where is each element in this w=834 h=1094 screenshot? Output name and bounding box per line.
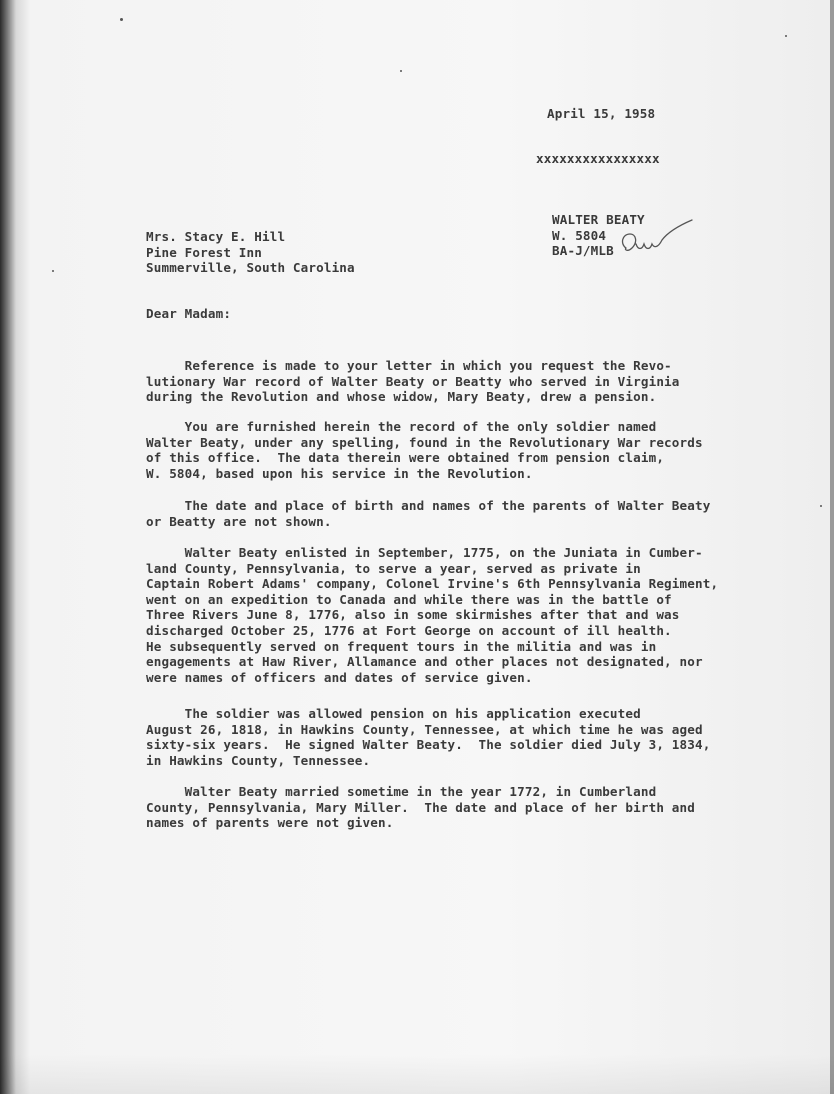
paragraph-marriage [146, 784, 695, 831]
paper-speck [400, 70, 402, 72]
paper-speck [52, 270, 54, 272]
body-line: You are furnished herein the record of the only soldier named [146, 419, 657, 434]
body-line: or Beatty are not shown. [146, 513, 332, 529]
body-line: Walter Beaty enlisted in September, 1775, on the Juniata in Cumber- [146, 545, 703, 560]
paragraph-birth [146, 498, 710, 529]
paper-speck [120, 18, 123, 21]
body-line: went on an expedition to Canada and while there was in the battle of [146, 591, 672, 607]
body-line: Reference is made to your letter in which you request the Revo- [146, 358, 672, 373]
body-line: engagements at Haw River, Allamance and other places not designated, nor [146, 654, 703, 670]
body-line: Three Rivers June 8, 1776, also in some skirmishes after that and was [146, 607, 680, 623]
paragraph-request [146, 358, 680, 405]
addressee-line: Pine Forest Inn [146, 244, 262, 260]
body-line: in Hawkins County, Tennessee. [146, 752, 371, 768]
reference-line: W. 5804 [552, 227, 607, 243]
addressee-block [146, 229, 355, 276]
body-line: Walter Beaty married sometime in the year 1772, in Cumberland [146, 784, 657, 799]
body-line: names of parents were not given. [146, 815, 394, 831]
handwritten-initials-icon [616, 214, 696, 260]
redaction-line: xxxxxxxxxxxxxxxx [536, 151, 660, 166]
reference-line: BA-J/MLB [552, 243, 614, 259]
body-line: The date and place of birth and names of the parents of Walter Beaty [146, 498, 711, 513]
page-edge [830, 0, 834, 1094]
body-line: during the Revolution and whose widow, Mary Beaty, drew a pension. [146, 389, 657, 405]
body-line: land County, Pennsylvania, to serve a year, served as private in [146, 560, 641, 576]
addressee-line: Summerville, South Carolina [146, 260, 355, 276]
body-line: August 26, 1818, in Hawkins County, Tennessee, at which time he was aged [146, 721, 703, 737]
reference-line: WALTER BEATY [552, 212, 645, 227]
page-shadow [0, 1054, 834, 1094]
addressee-line: Mrs. Stacy E. Hill [146, 229, 286, 244]
body-line: sixty-six years. He signed Walter Beaty. The soldier died July 3, 1834, [146, 737, 711, 753]
body-line: Captain Robert Adams' company, Colonel Irvine's 6th Pennsylvania Regiment, [146, 576, 719, 592]
body-line: W. 5804, based upon his service in the Revolution. [146, 465, 533, 481]
body-line: Walter Beaty, under any spelling, found in the Revolutionary War records [146, 434, 703, 450]
body-line: lutionary War record of Walter Beaty or Beatty who served in Virginia [146, 373, 680, 389]
body-line: of this office. The data therein were obtained from pension claim, [146, 450, 665, 466]
salutation: Dear Madam: [146, 306, 232, 321]
paragraph-record-source [146, 419, 703, 481]
paragraph-service [146, 545, 718, 685]
body-line: were names of officers and dates of service given. [146, 669, 533, 685]
paragraph-pension [146, 706, 710, 768]
body-line: He subsequently served on frequent tours in the militia and was in [146, 638, 657, 654]
paper-speck [785, 35, 787, 37]
letter-date: April 15, 1958 [547, 106, 656, 121]
body-line: discharged October 25, 1776 at Fort George on account of ill health. [146, 622, 672, 638]
body-line: The soldier was allowed pension on his application executed [146, 706, 641, 721]
paper-speck [820, 505, 822, 507]
body-line: County, Pennsylvania, Mary Miller. The date and place of her birth and [146, 799, 695, 815]
